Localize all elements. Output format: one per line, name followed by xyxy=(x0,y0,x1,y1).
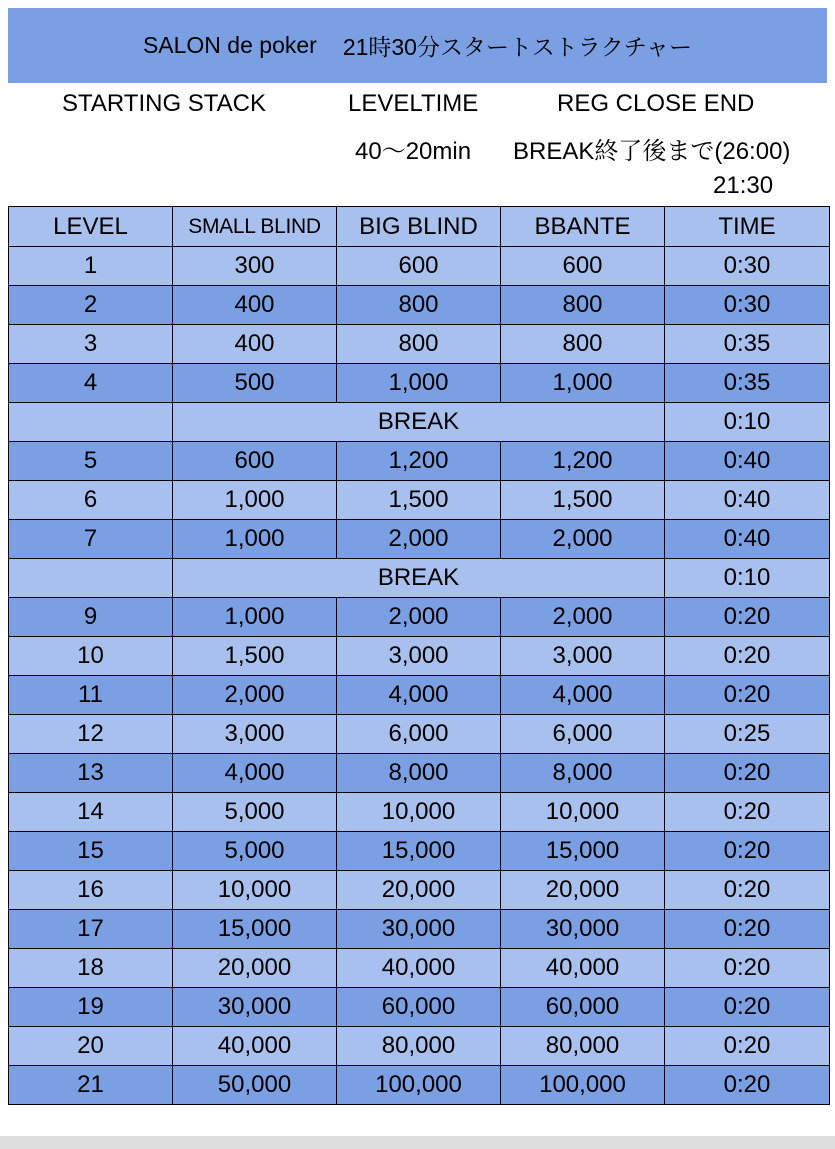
level-cell: 19 xyxy=(9,988,173,1027)
time-cell: 0:30 xyxy=(665,247,830,286)
reg-close-label: REG CLOSE END xyxy=(557,90,755,117)
level-cell: 18 xyxy=(9,949,173,988)
table-row xyxy=(9,949,830,988)
table-row xyxy=(9,1027,830,1066)
level-cell: 14 xyxy=(9,793,173,832)
small-blind-cell: 15,000 xyxy=(173,910,337,949)
time-cell: 0:20 xyxy=(665,910,830,949)
header-level: LEVEL xyxy=(9,207,173,247)
small-blind-cell: 400 xyxy=(173,325,337,364)
table-row xyxy=(9,754,830,793)
small-blind-cell: 30,000 xyxy=(173,988,337,1027)
level-cell: 12 xyxy=(9,715,173,754)
table-row xyxy=(9,598,830,637)
time-cell: 0:20 xyxy=(665,871,830,910)
big-blind-cell: 40,000 xyxy=(337,949,501,988)
time-cell: 0:20 xyxy=(665,637,830,676)
small-blind-cell: 300 xyxy=(173,247,337,286)
break-label-cell: BREAK xyxy=(173,559,665,598)
time-cell: 0:10 xyxy=(665,403,830,442)
header-small-blind: SMALL BLIND xyxy=(173,207,337,247)
big-blind-cell: 1,000 xyxy=(337,364,501,403)
time-cell: 0:40 xyxy=(665,520,830,559)
time-cell: 0:10 xyxy=(665,559,830,598)
table-row xyxy=(9,637,830,676)
big-blind-cell: 800 xyxy=(337,286,501,325)
level-cell: 6 xyxy=(9,481,173,520)
big-blind-cell: 10,000 xyxy=(337,793,501,832)
table-row xyxy=(9,442,830,481)
bbante-cell: 1,000 xyxy=(501,364,665,403)
bbante-cell: 1,500 xyxy=(501,481,665,520)
bbante-cell: 3,000 xyxy=(501,637,665,676)
table-row xyxy=(9,910,830,949)
level-cell: 3 xyxy=(9,325,173,364)
level-cell: 1 xyxy=(9,247,173,286)
time-cell: 0:35 xyxy=(665,325,830,364)
header-time: TIME xyxy=(665,207,830,247)
table-row xyxy=(9,520,830,559)
reg-close-value: BREAK終了後まで(26:00) xyxy=(513,138,791,165)
table-row xyxy=(9,988,830,1027)
small-blind-cell: 50,000 xyxy=(173,1066,337,1105)
table-row xyxy=(9,715,830,754)
big-blind-cell: 1,200 xyxy=(337,442,501,481)
big-blind-cell: 600 xyxy=(337,247,501,286)
big-blind-cell: 800 xyxy=(337,325,501,364)
big-blind-cell: 1,500 xyxy=(337,481,501,520)
starting-stack-label: STARTING STACK xyxy=(62,90,267,117)
level-cell: 4 xyxy=(9,364,173,403)
table-row xyxy=(9,871,830,910)
time-cell: 0:20 xyxy=(665,598,830,637)
table-row xyxy=(9,832,830,871)
table-row xyxy=(9,247,830,286)
time-cell: 0:40 xyxy=(665,442,830,481)
small-blind-cell: 500 xyxy=(173,364,337,403)
big-blind-cell: 8,000 xyxy=(337,754,501,793)
bbante-cell: 800 xyxy=(501,325,665,364)
break-label-cell: BREAK xyxy=(173,403,665,442)
bbante-cell: 6,000 xyxy=(501,715,665,754)
small-blind-cell: 400 xyxy=(173,286,337,325)
big-blind-cell: 80,000 xyxy=(337,1027,501,1066)
bbante-cell: 4,000 xyxy=(501,676,665,715)
big-blind-cell: 3,000 xyxy=(337,637,501,676)
bbante-cell: 20,000 xyxy=(501,871,665,910)
level-cell-empty xyxy=(9,559,173,598)
time-cell: 0:20 xyxy=(665,988,830,1027)
table-row xyxy=(9,364,830,403)
time-cell: 0:20 xyxy=(665,1027,830,1066)
level-cell: 21 xyxy=(9,1066,173,1105)
time-cell: 0:20 xyxy=(665,832,830,871)
level-cell: 2 xyxy=(9,286,173,325)
table-header-row xyxy=(9,207,830,247)
bbante-cell: 2,000 xyxy=(501,520,665,559)
level-cell-empty xyxy=(9,403,173,442)
leveltime-value: 40〜20min xyxy=(355,138,472,165)
big-blind-cell: 6,000 xyxy=(337,715,501,754)
break-row xyxy=(9,403,830,442)
small-blind-cell: 4,000 xyxy=(173,754,337,793)
small-blind-cell: 20,000 xyxy=(173,949,337,988)
big-blind-cell: 2,000 xyxy=(337,598,501,637)
small-blind-cell: 40,000 xyxy=(173,1027,337,1066)
bbante-cell: 40,000 xyxy=(501,949,665,988)
small-blind-cell: 3,000 xyxy=(173,715,337,754)
level-cell: 20 xyxy=(9,1027,173,1066)
table-body xyxy=(9,247,830,1105)
small-blind-cell: 1,000 xyxy=(173,481,337,520)
table-row xyxy=(9,676,830,715)
bbante-cell: 1,200 xyxy=(501,442,665,481)
table-row xyxy=(9,1066,830,1105)
level-cell: 16 xyxy=(9,871,173,910)
big-blind-cell: 20,000 xyxy=(337,871,501,910)
bbante-cell: 800 xyxy=(501,286,665,325)
time-cell: 0:30 xyxy=(665,286,830,325)
bbante-cell: 8,000 xyxy=(501,754,665,793)
bbante-cell: 100,000 xyxy=(501,1066,665,1105)
big-blind-cell: 15,000 xyxy=(337,832,501,871)
small-blind-cell: 1,000 xyxy=(173,520,337,559)
time-cell: 0:25 xyxy=(665,715,830,754)
title-main: SALON de poker xyxy=(142,32,317,58)
bbante-cell: 60,000 xyxy=(501,988,665,1027)
break-row xyxy=(9,559,830,598)
header-big-blind: BIG BLIND xyxy=(337,207,501,247)
small-blind-cell: 10,000 xyxy=(173,871,337,910)
title-subtitle: 21時30分スタートストラクチャー xyxy=(342,34,693,60)
bbante-cell: 30,000 xyxy=(501,910,665,949)
time-cell: 0:20 xyxy=(665,754,830,793)
header-bbante: BBANTE xyxy=(501,207,665,247)
big-blind-cell: 60,000 xyxy=(337,988,501,1027)
bbante-cell: 2,000 xyxy=(501,598,665,637)
time-cell: 0:35 xyxy=(665,364,830,403)
level-cell: 7 xyxy=(9,520,173,559)
big-blind-cell: 30,000 xyxy=(337,910,501,949)
bbante-cell: 15,000 xyxy=(501,832,665,871)
bbante-cell: 600 xyxy=(501,247,665,286)
level-cell: 5 xyxy=(9,442,173,481)
table-row xyxy=(9,481,830,520)
small-blind-cell: 5,000 xyxy=(173,832,337,871)
bottom-strip xyxy=(0,1136,835,1149)
level-cell: 10 xyxy=(9,637,173,676)
time-cell: 0:40 xyxy=(665,481,830,520)
blind-structure-table xyxy=(8,206,830,1105)
level-cell: 15 xyxy=(9,832,173,871)
small-blind-cell: 2,000 xyxy=(173,676,337,715)
level-cell: 11 xyxy=(9,676,173,715)
table-row xyxy=(9,325,830,364)
table-row xyxy=(9,286,830,325)
level-cell: 13 xyxy=(9,754,173,793)
time-cell: 0:20 xyxy=(665,793,830,832)
small-blind-cell: 5,000 xyxy=(173,793,337,832)
level-cell: 17 xyxy=(9,910,173,949)
small-blind-cell: 1,500 xyxy=(173,637,337,676)
time-cell: 0:20 xyxy=(665,949,830,988)
bbante-cell: 10,000 xyxy=(501,793,665,832)
bbante-cell: 80,000 xyxy=(501,1027,665,1066)
title-bar xyxy=(8,8,827,83)
time-cell: 0:20 xyxy=(665,1066,830,1105)
big-blind-cell: 100,000 xyxy=(337,1066,501,1105)
leveltime-label: LEVELTIME xyxy=(348,90,479,117)
start-time: 21:30 xyxy=(713,172,774,199)
table-row xyxy=(9,793,830,832)
big-blind-cell: 2,000 xyxy=(337,520,501,559)
big-blind-cell: 4,000 xyxy=(337,676,501,715)
small-blind-cell: 1,000 xyxy=(173,598,337,637)
level-cell: 9 xyxy=(9,598,173,637)
small-blind-cell: 600 xyxy=(173,442,337,481)
time-cell: 0:20 xyxy=(665,676,830,715)
